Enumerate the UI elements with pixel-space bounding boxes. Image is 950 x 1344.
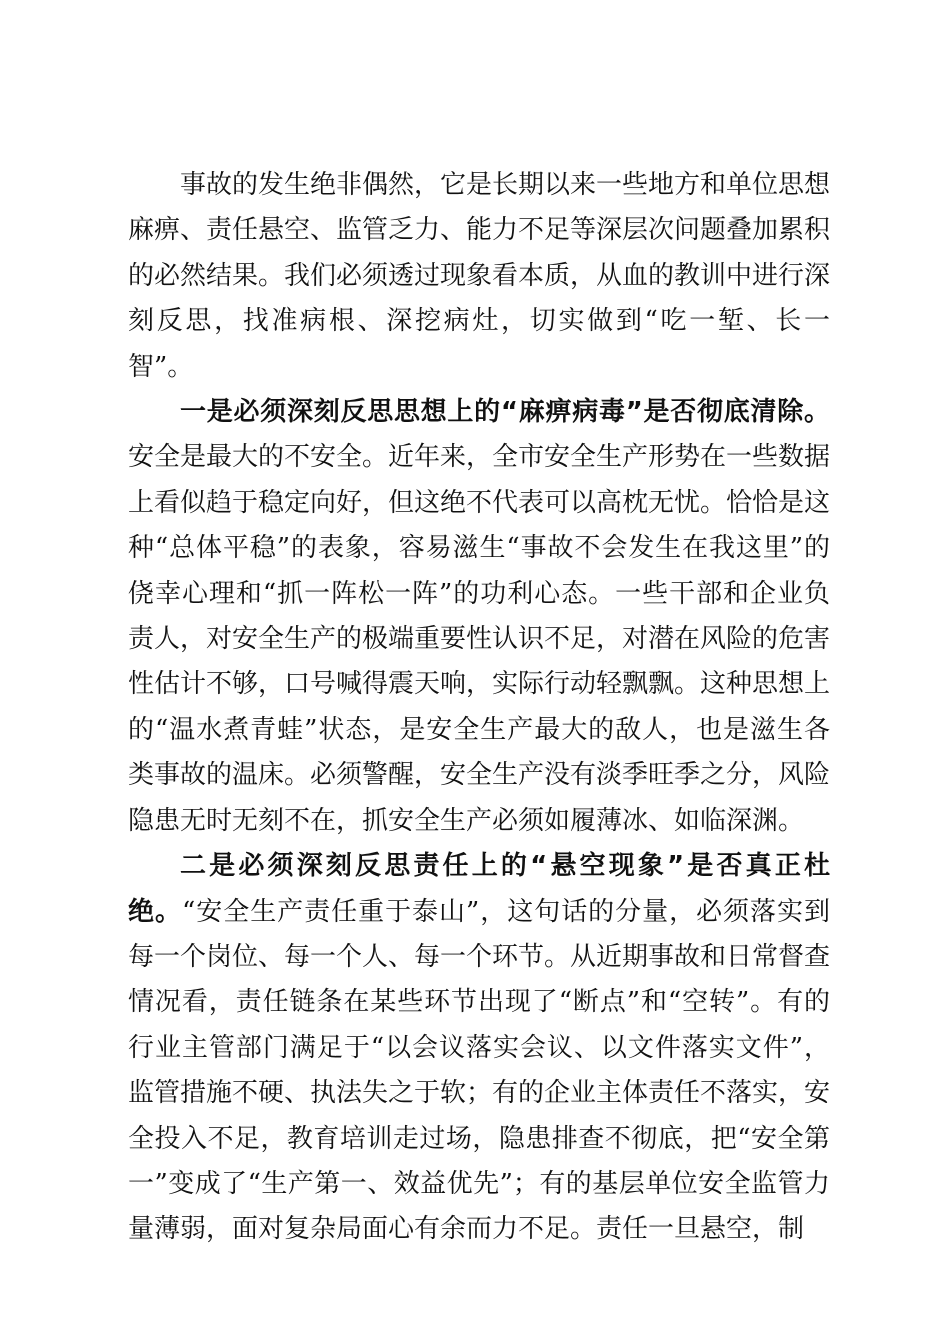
section-2-body: “安全生产责任重于泰山”，这句话的分量，必须落实到每一个岗位、每一个人、每一个环节。从近期事故和日常督查情况看，责任链条在某些环节出现了“断点”和“空转”。有的行业主管部门满足于“以会议落实会议、以文件落实文件”，监管措施不硬、执法失之于软；有的企业主体责任不落实，安全投入不足，教育培训走过场，隐患排查不彻底，把“安全第一”变成了“生产第一、效益优先”；有的基层单位安全监管力量薄弱，面对复杂局面心有余而力不足。责任一旦悬空，制 <box>128 896 831 1245</box>
section-2-heading: 二是必须深刻反思责任上的“悬空现象”是否真正杜绝。 <box>128 851 830 927</box>
document-body <box>128 163 830 1253</box>
section-1-paragraph <box>128 390 830 844</box>
section-1-heading: 一是必须深刻反思思想上的“麻痹病毒”是否彻底清除。 <box>180 397 830 428</box>
section-1-body: 安全是最大的不安全。近年来，全市安全生产形势在一些数据上看似趋于稳定向好，但这绝不代表可以高枕无忧。恰恰是这种“总体平稳”的表象，容易滋生“事故不会发生在我这里”的侥幸心理和“抓一阵松一阵”的功利心态。一些干部和企业负责人，对安全生产的极端重要性认识不足，对潜在风险的危害性估计不够，口号喊得震天响，实际行动轻飘飘。这种思想上的“温水煮青蛙”状态，是安全生产最大的敌人，也是滋生各类事故的温床。必须警醒，安全生产没有淡季旺季之分，风险隐患无时无刻不在，抓安全生产必须如履薄冰、如临深渊。 <box>128 442 831 836</box>
intro-paragraph-text: 事故的发生绝非偶然，它是长期以来一些地方和单位思想麻痹、责任悬空、监管乏力、能力不足等深层次问题叠加累积的必然结果。我们必须透过现象看本质，从血的教训中进行深刻反思，找准病根、深挖病灶，切实做到“吃一堑、长一智”。 <box>128 170 831 382</box>
intro-paragraph <box>128 163 830 390</box>
section-2-paragraph <box>128 844 830 1253</box>
